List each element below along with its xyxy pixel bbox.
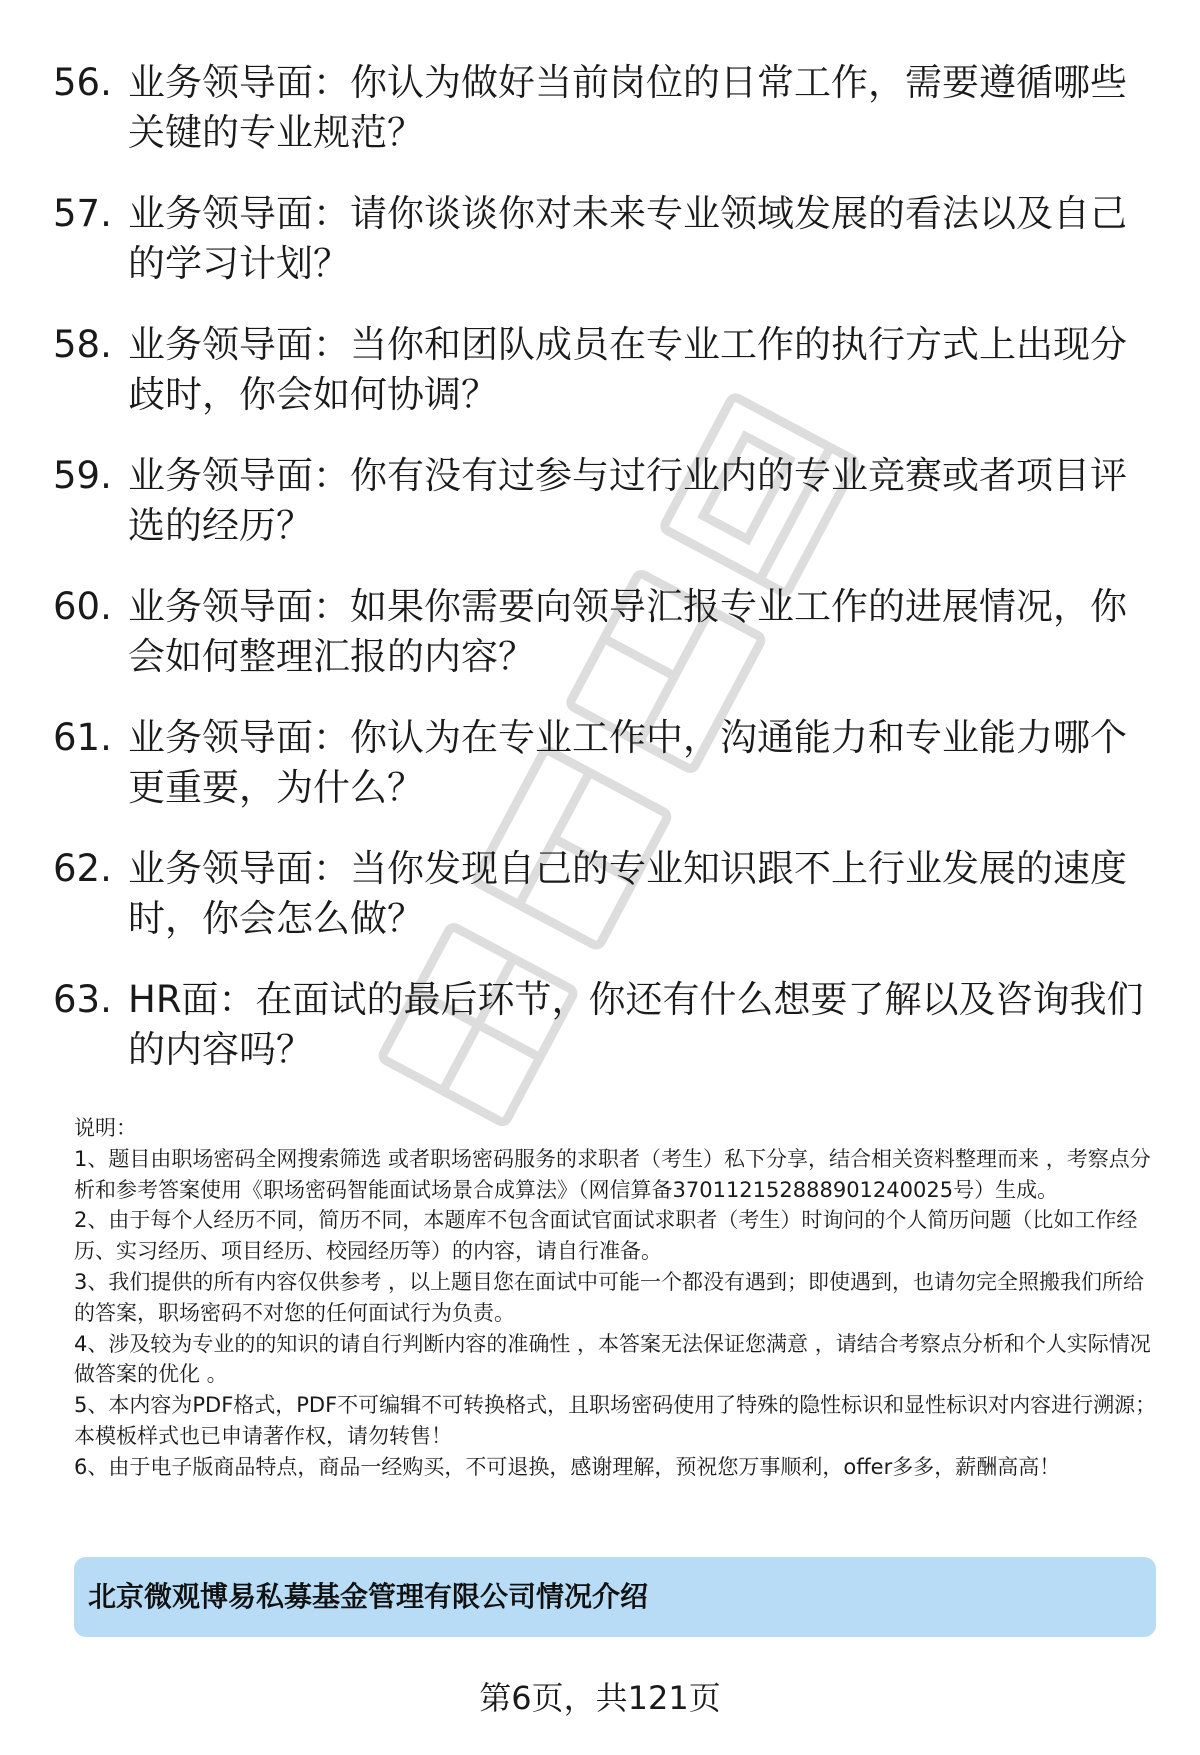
question-item [0, 975, 1200, 1106]
note-item: 5、本内容为PDF格式，PDF不可编辑不可转换格式，且职场密码使用了特殊的隐性标识和显性标识对内容进行溯源；本模板样式也已申请著作权，请勿转售！ [74, 1393, 1157, 1448]
question-number: 63. [53, 978, 112, 1021]
question-text: 业务领导面：你有没有过参与过行业内的专业竞赛或者项目评选的经历？ [128, 454, 1127, 547]
question-number: 60. [53, 585, 112, 628]
notes-heading: 说明： [74, 1116, 137, 1140]
question-text: 业务领导面：你认为做好当前岗位的日常工作，需要遵循哪些关键的专业规范？ [128, 61, 1127, 154]
question-item [0, 844, 1200, 975]
question-number: 62. [53, 847, 112, 890]
question-number: 59. [53, 454, 112, 497]
company-section-header [74, 1557, 1156, 1637]
notes-section [74, 1113, 1160, 1483]
question-number: 58. [53, 323, 112, 366]
note-item: 4、涉及较为专业的的知识的请自行判断内容的准确性 ，本答案无法保证您满意 ，请结合考察点分析和个人实际情况做答案的优化 。 [74, 1331, 1151, 1387]
question-text: 业务领导面：请你谈谈你对未来专业领域发展的看法以及自己的学习计划？ [128, 192, 1127, 285]
page-footer [0, 1676, 1200, 1720]
question-item [0, 58, 1200, 189]
company-section-title: 北京微观博易私募基金管理有限公司情况介绍 [88, 1580, 649, 1613]
question-text: 业务领导面：当你和团队成员在专业工作的执行方式上出现分歧时，你会如何协调？ [128, 323, 1127, 416]
question-item [0, 320, 1200, 451]
page-number: 第6页，共121页 [479, 1679, 721, 1717]
question-text: 业务领导面：如果你需要向领导汇报专业工作的进展情况，你会如何整理汇报的内容？ [128, 585, 1127, 678]
question-number: 61. [53, 716, 112, 759]
question-number: 57. [53, 192, 112, 235]
question-text: 业务领导面：当你发现自己的专业知识跟不上行业发展的速度时，你会怎么做？ [128, 847, 1127, 940]
question-number: 56. [53, 61, 112, 104]
question-item [0, 713, 1200, 844]
question-text: HR面：在面试的最后环节，你还有什么想要了解以及咨询我们的内容吗？ [128, 978, 1144, 1071]
note-item: 3、我们提供的所有内容仅供参考 ，以上题目您在面试中可能一个都没有遇到；即使遇到，也请勿完全照搬我们所给的答案，职场密码不对您的任何面试行为负责。 [74, 1269, 1145, 1325]
note-item: 2、由于每个人经历不同，简历不同，本题库不包含面试官面试求职者（考生）时询问的个人简历问题（比如工作经历、实习经历、项目经历、校园经历等）的内容，请自行准备。 [74, 1208, 1138, 1264]
question-item [0, 189, 1200, 320]
question-item [0, 451, 1200, 582]
question-text: 业务领导面：你认为在专业工作中，沟通能力和专业能力哪个更重要，为什么？ [128, 716, 1127, 809]
note-item: 6、由于电子版商品特点，商品一经购买，不可退换，感谢理解，预祝您万事顺利，offer多多，薪酬高高！ [74, 1454, 1061, 1479]
question-list [0, 58, 1200, 1106]
question-item [0, 582, 1200, 713]
note-item: 1、题目由职场密码全网搜索筛选 或者职场密码服务的求职者（考生）私下分享，结合相关资料整理而来 ，考察点分析和参考答案使用《职场密码智能面试场景合成算法》（网信算备370112152888901240025号）生成。 [74, 1146, 1151, 1202]
